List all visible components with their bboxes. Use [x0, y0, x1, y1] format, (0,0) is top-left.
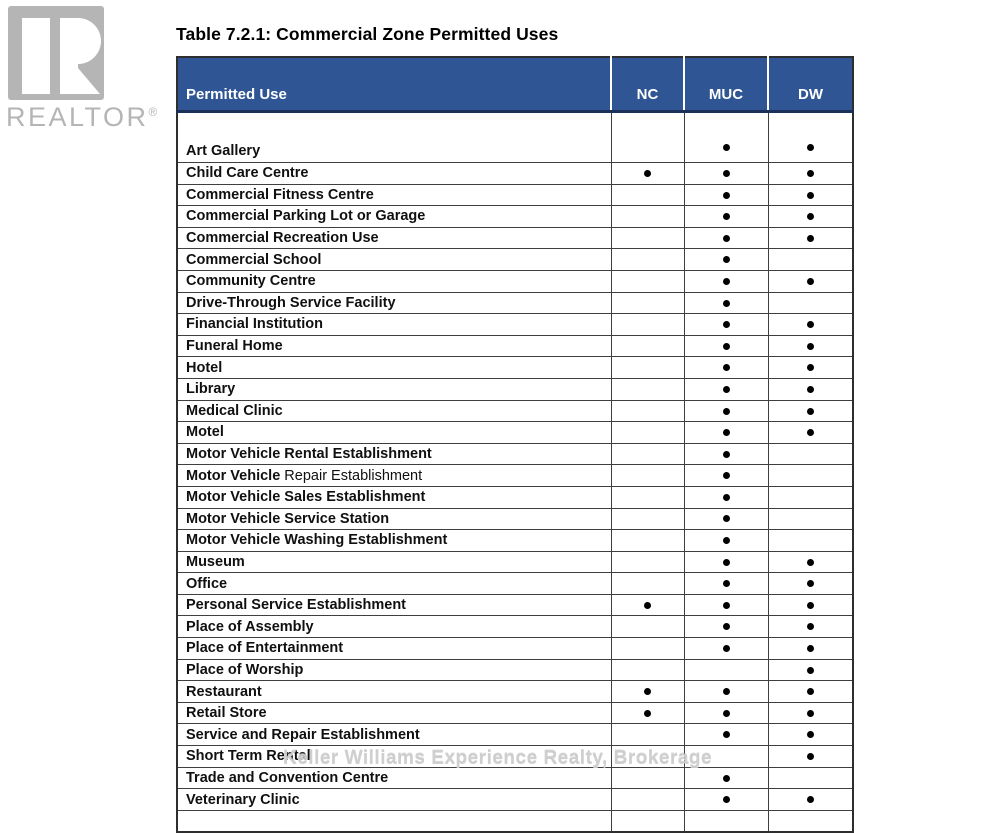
- nc-cell: [611, 357, 684, 379]
- nc-cell: [611, 573, 684, 595]
- permitted-dot: [723, 688, 730, 695]
- muc-cell: [684, 112, 768, 163]
- permitted-dot: [807, 213, 814, 220]
- muc-cell: [684, 378, 768, 400]
- permitted-dot: [807, 623, 814, 630]
- nc-cell: [611, 112, 684, 163]
- dw-cell: [768, 270, 853, 292]
- muc-cell: [684, 508, 768, 530]
- use-cell: Restaurant: [177, 681, 611, 703]
- permitted-dot: [723, 559, 730, 566]
- table-row: [177, 638, 853, 660]
- permitted-dot: [723, 235, 730, 242]
- table-row: [177, 681, 853, 703]
- muc-cell: [684, 573, 768, 595]
- permitted-dot: [723, 170, 730, 177]
- use-cell: Place of Entertainment: [177, 638, 611, 660]
- muc-cell: [684, 551, 768, 573]
- dw-cell: [768, 724, 853, 746]
- permitted-dot: [644, 170, 651, 177]
- muc-cell: [684, 400, 768, 422]
- dw-cell: [768, 184, 853, 206]
- permitted-uses-table: [176, 56, 854, 833]
- use-cell: [177, 810, 611, 832]
- muc-cell: [684, 163, 768, 185]
- permitted-dot: [723, 213, 730, 220]
- use-cell: Funeral Home: [177, 335, 611, 357]
- table-row: [177, 530, 853, 552]
- nc-cell: [611, 530, 684, 552]
- permitted-dot: [807, 753, 814, 760]
- table-title: Table 7.2.1: Commercial Zone Permitted Uses: [176, 24, 559, 44]
- table-row: [177, 184, 853, 206]
- table-row: [177, 486, 853, 508]
- permitted-dot: [723, 300, 730, 307]
- permitted-dot: [807, 667, 814, 674]
- use-cell: Child Care Centre: [177, 163, 611, 185]
- permitted-dot: [644, 710, 651, 717]
- dw-cell: [768, 638, 853, 660]
- muc-cell: [684, 465, 768, 487]
- use-cell: Motor Vehicle Rental Establishment: [177, 443, 611, 465]
- use-cell: Commercial School: [177, 249, 611, 271]
- permitted-dot: [807, 688, 814, 695]
- use-cell: Community Centre: [177, 270, 611, 292]
- muc-cell: [684, 270, 768, 292]
- dw-cell: [768, 530, 853, 552]
- use-cell: Place of Assembly: [177, 616, 611, 638]
- dw-cell: [768, 422, 853, 444]
- muc-cell: [684, 314, 768, 336]
- permitted-dot: [807, 192, 814, 199]
- table-row: [177, 270, 853, 292]
- nc-cell: [611, 551, 684, 573]
- header-dw: DW: [768, 57, 853, 112]
- nc-cell: [611, 206, 684, 228]
- dw-cell: [768, 443, 853, 465]
- dw-cell: [768, 594, 853, 616]
- nc-cell: [611, 314, 684, 336]
- muc-cell: [684, 767, 768, 789]
- dw-cell: [768, 573, 853, 595]
- permitted-dot: [723, 278, 730, 285]
- permitted-dot: [723, 494, 730, 501]
- table-row: [177, 616, 853, 638]
- table-row: [177, 659, 853, 681]
- permitted-dot: [723, 731, 730, 738]
- table-row: [177, 702, 853, 724]
- dw-cell: [768, 227, 853, 249]
- dw-cell: [768, 681, 853, 703]
- permitted-dot: [723, 451, 730, 458]
- table-row: [177, 789, 853, 811]
- realtor-logo: [6, 6, 158, 133]
- permitted-dot: [723, 321, 730, 328]
- permitted-dot: [644, 602, 651, 609]
- nc-cell: [611, 616, 684, 638]
- table-row: [177, 465, 853, 487]
- permitted-dot: [723, 408, 730, 415]
- muc-cell: [684, 335, 768, 357]
- use-cell: Motor Vehicle Repair Establishment: [177, 465, 611, 487]
- header-permitted-use: Permitted Use: [177, 57, 611, 112]
- dw-cell: [768, 746, 853, 768]
- muc-cell: [684, 616, 768, 638]
- nc-cell: [611, 767, 684, 789]
- use-cell: Service and Repair Establishment: [177, 724, 611, 746]
- permitted-dot: [723, 472, 730, 479]
- muc-cell: [684, 357, 768, 379]
- use-cell: Financial Institution: [177, 314, 611, 336]
- use-cell: Medical Clinic: [177, 400, 611, 422]
- permitted-dot: [723, 796, 730, 803]
- nc-cell: [611, 422, 684, 444]
- header-muc: MUC: [684, 57, 768, 112]
- permitted-dot: [723, 144, 730, 151]
- dw-cell: [768, 206, 853, 228]
- dw-cell: [768, 249, 853, 271]
- permitted-dot: [723, 192, 730, 199]
- muc-cell: [684, 681, 768, 703]
- muc-cell: [684, 638, 768, 660]
- permitted-dot: [723, 386, 730, 393]
- permitted-dot: [807, 321, 814, 328]
- use-cell: Motor Vehicle Service Station: [177, 508, 611, 530]
- nc-cell: [611, 638, 684, 660]
- dw-cell: [768, 112, 853, 163]
- table-row: [177, 400, 853, 422]
- muc-cell: [684, 594, 768, 616]
- permitted-dot: [807, 796, 814, 803]
- permitted-dot: [807, 408, 814, 415]
- use-cell: Place of Worship: [177, 659, 611, 681]
- table-row: [177, 746, 853, 768]
- use-cell: Retail Store: [177, 702, 611, 724]
- use-cell: Library: [177, 378, 611, 400]
- use-cell: Commercial Fitness Centre: [177, 184, 611, 206]
- dw-cell: [768, 378, 853, 400]
- dw-cell: [768, 551, 853, 573]
- table-row: [177, 508, 853, 530]
- watermark: Keller Williams Experience Realty, Brokerage: [283, 748, 713, 769]
- permitted-dot: [723, 645, 730, 652]
- realtor-wordmark: REALTOR®: [6, 102, 158, 132]
- table-row: [177, 443, 853, 465]
- permitted-dot: [807, 731, 814, 738]
- nc-cell: [611, 465, 684, 487]
- dw-cell: [768, 810, 853, 832]
- permitted-dot: [807, 144, 814, 151]
- table-row: [177, 422, 853, 444]
- use-cell: Personal Service Establishment: [177, 594, 611, 616]
- muc-cell: [684, 206, 768, 228]
- use-cell: Museum: [177, 551, 611, 573]
- permitted-dot: [723, 775, 730, 782]
- dw-cell: [768, 163, 853, 185]
- permitted-dot: [807, 343, 814, 350]
- permitted-dot: [723, 623, 730, 630]
- table-row: [177, 112, 853, 163]
- permitted-dot: [807, 710, 814, 717]
- table-row: [177, 227, 853, 249]
- permitted-dot: [807, 170, 814, 177]
- permitted-dot: [807, 278, 814, 285]
- nc-cell: [611, 443, 684, 465]
- permitted-dot: [723, 364, 730, 371]
- permitted-dot: [723, 429, 730, 436]
- nc-cell: [611, 659, 684, 681]
- permitted-dot: [807, 235, 814, 242]
- permitted-dot: [723, 343, 730, 350]
- table-row: [177, 378, 853, 400]
- muc-cell: [684, 184, 768, 206]
- permitted-dot: [807, 645, 814, 652]
- muc-cell: [684, 227, 768, 249]
- muc-cell: [684, 530, 768, 552]
- use-cell: Trade and Convention Centre: [177, 767, 611, 789]
- nc-cell: [611, 486, 684, 508]
- use-cell: Motor Vehicle Sales Establishment: [177, 486, 611, 508]
- table-row: [177, 314, 853, 336]
- dw-cell: [768, 400, 853, 422]
- table-row: [177, 594, 853, 616]
- nc-cell: [611, 508, 684, 530]
- use-cell: Office: [177, 573, 611, 595]
- muc-cell: [684, 789, 768, 811]
- realtor-r-icon: [8, 6, 104, 100]
- document-content: [176, 24, 854, 833]
- table-row: [177, 163, 853, 185]
- permitted-dot: [807, 429, 814, 436]
- dw-cell: [768, 465, 853, 487]
- permitted-dot: [723, 710, 730, 717]
- table-row: [177, 810, 853, 832]
- muc-cell: [684, 746, 768, 768]
- muc-cell: [684, 249, 768, 271]
- dw-cell: [768, 486, 853, 508]
- use-cell: Commercial Recreation Use: [177, 227, 611, 249]
- table-row: [177, 767, 853, 789]
- use-cell: Drive-Through Service Facility: [177, 292, 611, 314]
- use-cell: Motor Vehicle Washing Establishment: [177, 530, 611, 552]
- dw-cell: [768, 616, 853, 638]
- use-cell: Veterinary Clinic: [177, 789, 611, 811]
- permitted-dot: [723, 256, 730, 263]
- table-header-row: [177, 57, 853, 112]
- table-row: [177, 249, 853, 271]
- dw-cell: [768, 659, 853, 681]
- table-row: [177, 292, 853, 314]
- dw-cell: [768, 292, 853, 314]
- permitted-dot: [807, 364, 814, 371]
- permitted-dot: [723, 580, 730, 587]
- permitted-dot: [723, 515, 730, 522]
- use-cell: Commercial Parking Lot or Garage: [177, 206, 611, 228]
- nc-cell: [611, 724, 684, 746]
- muc-cell: [684, 724, 768, 746]
- table-row: [177, 335, 853, 357]
- permitted-dot: [807, 386, 814, 393]
- dw-cell: [768, 702, 853, 724]
- nc-cell: [611, 746, 684, 768]
- use-cell: Short Term Rental: [177, 746, 611, 768]
- muc-cell: [684, 443, 768, 465]
- table-row: [177, 206, 853, 228]
- table-row: [177, 551, 853, 573]
- dw-cell: [768, 508, 853, 530]
- permitted-dot: [807, 602, 814, 609]
- permitted-dot: [807, 580, 814, 587]
- nc-cell: [611, 681, 684, 703]
- nc-cell: [611, 270, 684, 292]
- permitted-dot: [807, 559, 814, 566]
- nc-cell: [611, 702, 684, 724]
- header-nc: NC: [611, 57, 684, 112]
- nc-cell: [611, 335, 684, 357]
- dw-cell: [768, 357, 853, 379]
- nc-cell: [611, 163, 684, 185]
- permitted-dot: [723, 602, 730, 609]
- dw-cell: [768, 314, 853, 336]
- nc-cell: [611, 227, 684, 249]
- use-cell: Art Gallery: [177, 112, 611, 163]
- nc-cell: [611, 249, 684, 271]
- permitted-dot: [644, 688, 651, 695]
- nc-cell: [611, 292, 684, 314]
- muc-cell: [684, 659, 768, 681]
- muc-cell: [684, 810, 768, 832]
- dw-cell: [768, 335, 853, 357]
- nc-cell: [611, 594, 684, 616]
- muc-cell: [684, 702, 768, 724]
- nc-cell: [611, 400, 684, 422]
- dw-cell: [768, 789, 853, 811]
- table-row: [177, 573, 853, 595]
- nc-cell: [611, 378, 684, 400]
- muc-cell: [684, 292, 768, 314]
- table-row: [177, 724, 853, 746]
- muc-cell: [684, 486, 768, 508]
- dw-cell: [768, 767, 853, 789]
- table-row: [177, 357, 853, 379]
- permitted-dot: [723, 537, 730, 544]
- nc-cell: [611, 789, 684, 811]
- nc-cell: [611, 184, 684, 206]
- muc-cell: [684, 422, 768, 444]
- use-cell: Hotel: [177, 357, 611, 379]
- use-cell: Motel: [177, 422, 611, 444]
- nc-cell: [611, 810, 684, 832]
